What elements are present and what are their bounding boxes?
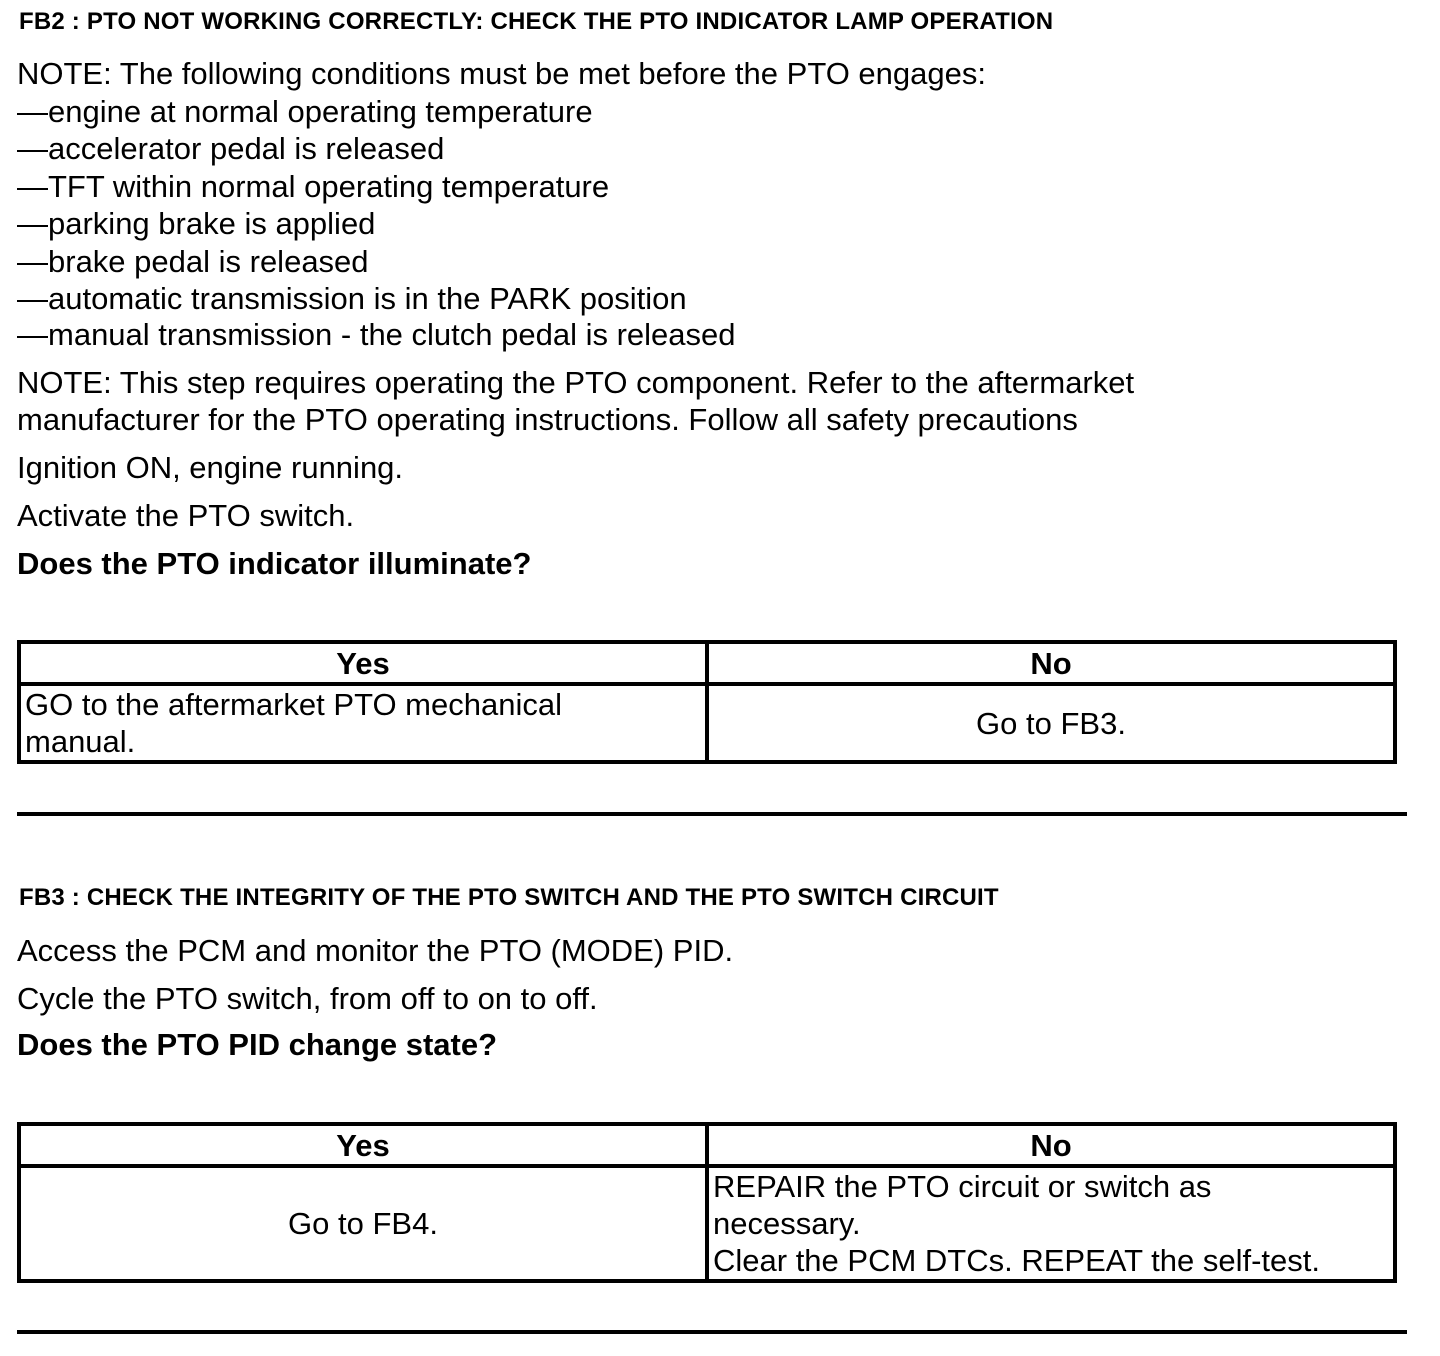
fb3-question: Does the PTO PID change state? [17, 1027, 498, 1062]
fb2-note-safety-line-1: NOTE: This step requires operating the PTO component. Refer to the aftermarket [17, 365, 1135, 400]
yes-action-cell: Go to FB4. [19, 1166, 707, 1281]
fb2-note-conditions: NOTE: The following conditions must be met before the PTO engages: [17, 56, 986, 91]
fb3-decision-table [17, 1122, 1397, 1283]
fb2-step-ignition: Ignition ON, engine running. [17, 450, 404, 485]
fb3-step-cycle: Cycle the PTO switch, from off to on to off. [17, 981, 598, 1016]
fb2-note-safety-line-2: manufacturer for the PTO operating instructions. Follow all safety precautions [17, 402, 1078, 437]
fb2-condition-3: —TFT within normal operating temperature [17, 169, 610, 204]
fb2-condition-1: —engine at normal operating temperature [17, 94, 593, 129]
no-action-cell [707, 1166, 1395, 1281]
fb2-condition-2: —accelerator pedal is released [17, 131, 445, 166]
yes-header: Yes [19, 642, 707, 684]
yes-action-cell [19, 684, 707, 762]
table-header-row [19, 1124, 1395, 1166]
section-divider [17, 1330, 1407, 1334]
fb2-condition-4: —parking brake is applied [17, 206, 376, 241]
yes-action-line-1: GO to the aftermarket PTO mechanical [25, 687, 562, 722]
no-action-line-2: necessary. [713, 1206, 861, 1241]
no-header: No [707, 642, 1395, 684]
table-header-row [19, 642, 1395, 684]
no-header: No [707, 1124, 1395, 1166]
fb2-condition-6: —automatic transmission is in the PARK position [17, 281, 687, 316]
fb2-step-activate: Activate the PTO switch. [17, 498, 355, 533]
fb2-decision-table [17, 640, 1397, 764]
no-action-cell: Go to FB3. [707, 684, 1395, 762]
table-row [19, 684, 1395, 762]
no-action-line-1: REPAIR the PTO circuit or switch as [713, 1169, 1212, 1204]
fb2-condition-7: —manual transmission - the clutch pedal is released [17, 317, 736, 352]
yes-header: Yes [19, 1124, 707, 1166]
yes-action-line-2: manual. [25, 724, 136, 759]
fb2-question: Does the PTO indicator illuminate? [17, 546, 532, 581]
fb2-condition-5: —brake pedal is released [17, 244, 369, 279]
no-action-line-3: Clear the PCM DTCs. REPEAT the self-test. [713, 1243, 1320, 1278]
fb2-title: FB2 : PTO NOT WORKING CORRECTLY: CHECK THE PTO INDICATOR LAMP OPERATION [19, 8, 1054, 35]
table-row [19, 1166, 1395, 1281]
fb3-title: FB3 : CHECK THE INTEGRITY OF THE PTO SWITCH AND THE PTO SWITCH CIRCUIT [19, 884, 999, 911]
section-divider [17, 812, 1407, 816]
fb3-step-access: Access the PCM and monitor the PTO (MODE) PID. [17, 933, 734, 968]
